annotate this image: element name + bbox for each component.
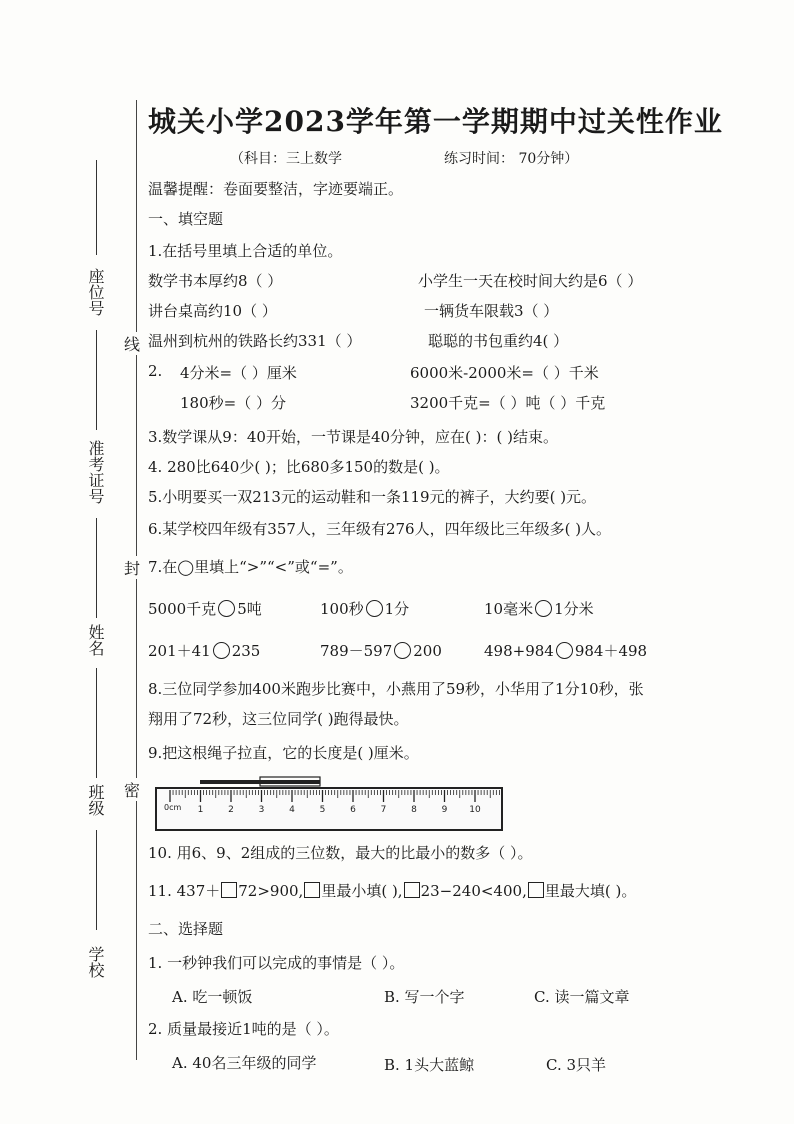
- ruler-label: 6: [350, 805, 356, 815]
- q7-row1-item3: [484, 598, 594, 619]
- q8-line1: 8.三位同学参加400米跑步比赛中，小燕用了59秒，小华用了1分10秒，张: [148, 680, 644, 698]
- side-line-class: [96, 830, 97, 930]
- q5: 5.小明要买一双213元的运动鞋和一条119元的裤子，大约要( )元。: [148, 488, 597, 506]
- q7-row2-item1: [148, 640, 260, 661]
- side-line-top: [96, 160, 97, 255]
- school-label: 学校: [86, 946, 105, 978]
- q1-c: 讲台桌高约10（ ）: [148, 302, 277, 320]
- q7-left: 10毫米: [484, 600, 534, 618]
- q7-left: 100秒: [320, 600, 364, 618]
- side-line-name: [96, 668, 97, 778]
- q11-part5: 里最大填( )。: [544, 882, 637, 900]
- q2-a: 4分米=（ ）厘米: [180, 364, 297, 382]
- q7-right: 200: [413, 642, 442, 660]
- blank-box[interactable]: [404, 882, 420, 898]
- ruler-label: 5: [319, 805, 326, 815]
- class-label: 班级: [86, 784, 105, 816]
- ruler-label: 3: [258, 805, 265, 815]
- q1-stem: 1.在括号里填上合适的单位。: [148, 242, 343, 260]
- ruler-label: 1: [197, 805, 204, 815]
- q4: 4. 280比640少( )；比680多150的数是( )。: [148, 458, 450, 476]
- compare-circle[interactable]: [535, 600, 552, 617]
- q7-left: 5000千克: [148, 600, 217, 618]
- side-line-seat: [96, 330, 97, 430]
- compare-circle[interactable]: [556, 642, 573, 659]
- blank-box[interactable]: [221, 882, 237, 898]
- name-label: 姓名: [86, 624, 105, 656]
- q3: 3.数学课从9：40开始，一节课是40分钟，应在( )：( )结束。: [148, 428, 558, 446]
- q7-row1-item2: [320, 598, 409, 619]
- ruler-label: 2: [228, 805, 234, 815]
- q11-part1: 11. 437＋: [148, 882, 221, 900]
- q7-right: 5吨: [237, 600, 262, 618]
- s2-q1-option-b: B. 写一个字: [384, 988, 465, 1006]
- compare-circle[interactable]: [366, 600, 383, 617]
- binding-line: [136, 100, 137, 1060]
- section2-heading: 二、选择题: [148, 920, 224, 938]
- q10: 10. 用6、9、2组成的三位数，最大的比最小的数多（ ）。: [148, 844, 533, 862]
- ruler-label: 9: [441, 805, 448, 815]
- compare-circle[interactable]: [218, 600, 235, 617]
- q2-b: 6000米-2000米=（ ）千米: [410, 364, 599, 382]
- q11-part4: 23−240<400,: [420, 882, 527, 900]
- seal-char-xian: 线: [124, 332, 140, 355]
- q7-row1-item1: [148, 598, 262, 619]
- ruler-figure: [150, 770, 510, 836]
- ruler-label: 7: [380, 805, 387, 815]
- ruler-label: 10: [469, 805, 481, 815]
- page-title: 城关小学2023学年第一学期期中过关性作业: [148, 105, 723, 138]
- q2-d: 3200千克=（ ）吨（ ）千克: [410, 394, 606, 412]
- q2-num: 2.: [148, 362, 163, 380]
- q6: 6.某学校四年级有357人，三年级有276人，四年级比三年级多( )人。: [148, 520, 612, 538]
- q7-row2-item3: [484, 640, 647, 661]
- q7-right: 984＋498: [574, 642, 648, 660]
- s2-q1-option-a: A. 吃一顿饭: [172, 988, 253, 1006]
- q11: [148, 880, 636, 901]
- q1-a: 数学书本厚约8（ ）: [148, 272, 283, 290]
- q7-stem: 7.在◯里填上“>”“<”或“=”。: [148, 558, 353, 576]
- q7-left: 498+984: [484, 642, 554, 660]
- q8-line2: 翔用了72秒，这三位同学( )跑得最快。: [148, 710, 409, 728]
- q11-part2: 72>900,: [238, 882, 304, 900]
- side-line-exam: [96, 518, 97, 618]
- subtitle-subject: （科目：三上数学: [230, 151, 342, 167]
- compare-circle[interactable]: [213, 642, 230, 659]
- q7-right: 1分: [384, 600, 410, 618]
- q7-row2-item2: [320, 640, 442, 661]
- q7-right: 235: [231, 642, 261, 660]
- exam-number-label: 准考证号: [86, 440, 105, 504]
- q1-f: 聪聪的书包重约4( ）: [428, 332, 569, 350]
- ruler-unit-label: 0cm: [164, 803, 182, 812]
- q7-right: 1分米: [554, 600, 594, 618]
- s2-q2-stem: 2. 质量最接近1吨的是（ ）。: [148, 1020, 339, 1038]
- seal-char-mi: 密: [124, 778, 140, 801]
- q1-b: 小学生一天在校时间大约是6（ ）: [418, 272, 643, 290]
- q7-left: 789－597: [320, 642, 393, 660]
- s2-q2-option-b: B. 1头大蓝鲸: [384, 1056, 475, 1074]
- blank-box[interactable]: [528, 882, 544, 898]
- compare-circle[interactable]: [394, 642, 411, 659]
- ruler-label: 8: [411, 805, 417, 815]
- seal-char-feng: 封: [124, 556, 140, 579]
- q11-part3: 里最小填( ),: [321, 882, 403, 900]
- blank-box[interactable]: [304, 882, 320, 898]
- subtitle-time: 练习时间： 70分钟）: [444, 151, 579, 167]
- s2-q1-option-c: C. 读一篇文章: [534, 988, 630, 1006]
- ruler-label: 4: [289, 805, 295, 815]
- s2-q2-option-c: C. 3只羊: [546, 1056, 607, 1074]
- q2-c: 180秒=（ ）分: [180, 394, 286, 412]
- tip-text: 温馨提醒：卷面要整洁，字迹要端正。: [148, 180, 404, 198]
- q1-d: 一辆货车限载3（ ）: [424, 302, 559, 320]
- s2-q2-option-a: A. 40名三年级的同学: [172, 1054, 317, 1072]
- section1-heading: 一、填空题: [148, 210, 224, 228]
- q9: 9.把这根绳子拉直，它的长度是( )厘米。: [148, 744, 419, 762]
- s2-q1-stem: 1. 一秒钟我们可以完成的事情是（ ）。: [148, 954, 405, 972]
- q1-e: 温州到杭州的铁路长约331（ ）: [148, 332, 362, 350]
- q7-left: 201＋41: [148, 642, 211, 660]
- seat-label: 座位号: [86, 268, 105, 316]
